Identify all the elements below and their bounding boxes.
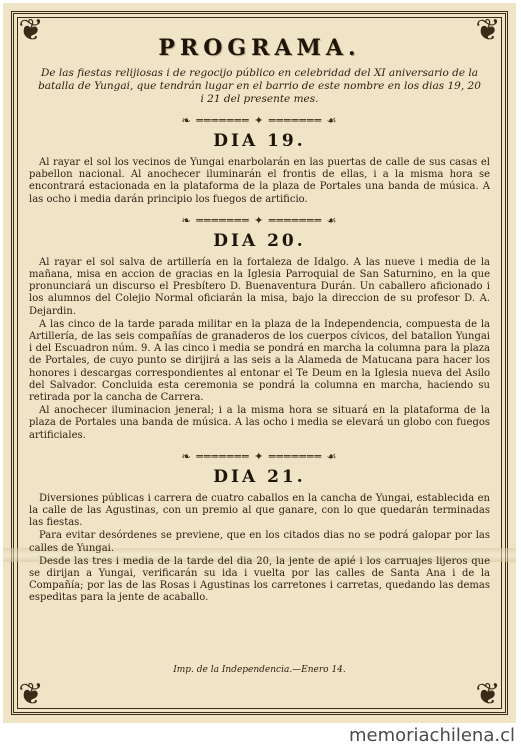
paragraph: Diversiones públicas i carrera de cuatro caballos en la cancha de Yungai, establecida en la calle de las Agustinas, con un premio al que ganare, con lo que quedarán terminadas las fiestas. (29, 492, 490, 529)
divider-ornament-icon: ❧ ═══════ ✦ ═══════ ☙ (181, 213, 338, 227)
imprint-line: Imp. de la Independencia.—Enero 14. (173, 665, 346, 675)
watermark: memoriachilena.cl (348, 725, 515, 746)
poster-sheet (3, 3, 516, 723)
corner-ornament-icon: ❦ (475, 13, 501, 48)
corner-ornament-icon: ❦ (475, 677, 501, 712)
paragraph: Al rayar el sol salva de artillería en la fortaleza de Idalgo. A las nueve i media de la mañana, misa en accion de gracias en la Iglesia Parroquial de San Saturnino, en la que pronunciará un discurso el Presbítero D. Buenaventura Durán. Un caballero aficionado i los alumnos del Colejio Normal oficiarán la misa, bajo la direccion de su profesor D. A. Dejardin. (29, 256, 490, 317)
paragraph: Al rayar el sol los vecinos de Yungai enarbolarán en las puertas de calle de sus casas el pabellon nacional. Al anochecer iluminarán el frontis de ellas, i a la misma hora se encontrará estacionada en la plataforma de la plaza de Portales una banda de música. A las ocho i media darán principio los fuegos de artificio. (29, 157, 490, 205)
intro-text: De las fiestas relijiosas i de regocijo público en celebridad del XI aniversario de la batalla de Yungai, que tendrán lugar en el barrio de este nombre en los dias 19, 20 i 21 del presente mes. (38, 67, 481, 105)
paragraph: Al anochecer iluminacion jeneral; i a la misma hora se situará en la plataforma de la plaza de Portales una banda de música. A las ocho i media se elevará un globo con fuegos artificiales. (29, 405, 490, 441)
corner-ornament-icon: ❦ (18, 13, 44, 48)
page-title: PROGRAMA. (158, 35, 361, 61)
day-heading: DIA 20. (213, 230, 306, 251)
paragraph: Desde las tres i media de la tarde del dia 20, la jente de apié i los carruajes lijeros que se dirijan a Yungai, verificarán su ida i vuelta por las calles de Santa Ana i de la Compañía; por las de las Rosas i Agustinas los carretones i carretas, quedando las demas espeditas para la jente de acaballo. (29, 555, 490, 604)
day-heading: DIA 19. (213, 131, 306, 151)
corner-ornament-icon: ❦ (18, 677, 44, 712)
divider-ornament-icon: ❧ ═══════ ✦ ═══════ ☙ (181, 114, 338, 127)
paragraph: A las cinco de la tarde parada militar en la plaza de la Independencia, compuesta de la Artillería, de las seis compañías de granaderos de los cuerpos cívicos, del batallon Yungai i del Escuadron núm. 9. A las cinco i media se pondrá en marcha la columna para la plaza de Portales, de cuyo punto se dirijirá a las seis a la Alameda de Matucana para hacer los honores i descargas correspondientes al entonar el Te Deum en la Iglesia nueva del Asilo del Salvador. Concluida esta ceremonia se pondrá la columna en marcha, haciendo su retirada por la cancha de Carrera. (29, 318, 490, 404)
poster-content (29, 35, 490, 693)
day-heading: DIA 21. (213, 466, 306, 487)
paragraph: Para evitar desórdenes se previene, que en los citados dias no se podrá galopar por las calles de Yungai. (29, 530, 490, 554)
divider-ornament-icon: ❧ ═══════ ✦ ═══════ ☙ (181, 449, 338, 463)
